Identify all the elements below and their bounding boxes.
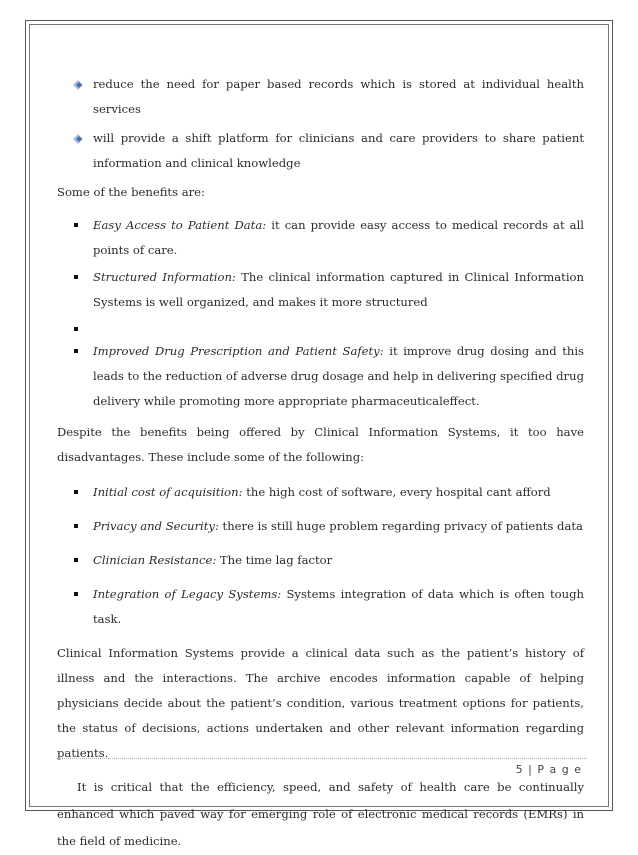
benefit-term: Easy Access to Patient Data: — [93, 218, 267, 232]
paragraph-critical: It is critical that the efficiency, speed, and safety of health care be continually enhanced which paved way for emerging role of electronic medical records (EMRs) in the field of medicine. — [57, 780, 584, 848]
list-item-text: will provide a shift platform for clinicians and care providers to share patient information and clinical knowledge — [93, 131, 584, 170]
benefit-text: The clinical information captured in Clinical Information Systems is well organized, and makes it more structured — [93, 270, 584, 309]
benefit-text: it can provide easy access to medical records at all points of care. — [93, 218, 585, 257]
disadvantage-text: there is still huge problem regarding privacy of patients data — [218, 519, 583, 533]
square-bullet-icon — [74, 327, 78, 331]
list-item-text: reduce the need for paper based records which is stored at individual health services — [93, 77, 584, 116]
square-bullet-icon — [74, 592, 78, 596]
square-bullet-icon — [74, 524, 78, 528]
list-item — [57, 548, 584, 573]
page-number: 5 — [515, 763, 524, 776]
page-label: P a g e — [537, 763, 582, 776]
square-bullet-icon — [74, 490, 78, 494]
list-item — [57, 72, 584, 122]
square-bullet-icon — [74, 223, 78, 227]
disadvantage-term: Integration of Legacy Systems: — [93, 587, 282, 601]
list-item — [57, 339, 584, 414]
list-item — [57, 213, 584, 263]
square-bullet-icon — [74, 275, 78, 279]
list-item — [57, 582, 584, 632]
disadvantage-text: The time lag factor — [216, 553, 333, 567]
footer-divider — [57, 758, 587, 759]
list-item — [57, 317, 584, 337]
benefit-text: it improve drug dosing and this leads to the reduction of adverse drug dosage and help in delivering specified drug delivery while promoting more appropriate pharmaceuticaleffect. — [93, 344, 584, 408]
arrow-bullet-list — [57, 72, 584, 176]
document-body — [57, 72, 584, 855]
list-item — [57, 514, 584, 539]
list-item — [57, 265, 584, 315]
diamond-arrow-bullet-icon — [73, 134, 83, 144]
square-bullet-icon — [74, 349, 78, 353]
page-footer — [516, 763, 582, 776]
disadvantage-text: the high cost of software, every hospital cant afford — [242, 485, 551, 499]
benefit-term: Structured Information: — [93, 270, 236, 284]
disadvantage-text: Systems integration of data which is often tough task. — [93, 587, 584, 626]
square-bullet-icon — [74, 558, 78, 562]
benefits-list — [57, 213, 584, 414]
disadvantage-term: Clinician Resistance: — [93, 553, 217, 567]
list-item — [57, 126, 584, 176]
disadvantage-term: Privacy and Security: — [93, 519, 219, 533]
disadvantage-term: Initial cost of acquisition: — [93, 485, 243, 499]
list-item — [57, 480, 584, 505]
diamond-arrow-bullet-icon — [73, 80, 83, 90]
paragraph-clinical-information-systems: Clinical Information Systems provide a clinical data such as the patient’s history of illness and the interactions. The archive encodes information capable of helping physicians decide about the patient’s condition, various treatment options for patients, the status of decisions, actions undertaken and other relevant information regarding patients. — [57, 646, 584, 760]
footer-separator: | — [528, 763, 533, 776]
disadvantages-intro: Despite the benefits being offered by Clinical Information Systems, it too have disadvantages. These include some of the following: — [57, 425, 584, 464]
disadvantages-list — [57, 480, 584, 632]
benefits-intro: Some of the benefits are: — [57, 185, 205, 199]
benefit-term: Improved Drug Prescription and Patient Safety: — [93, 344, 384, 358]
